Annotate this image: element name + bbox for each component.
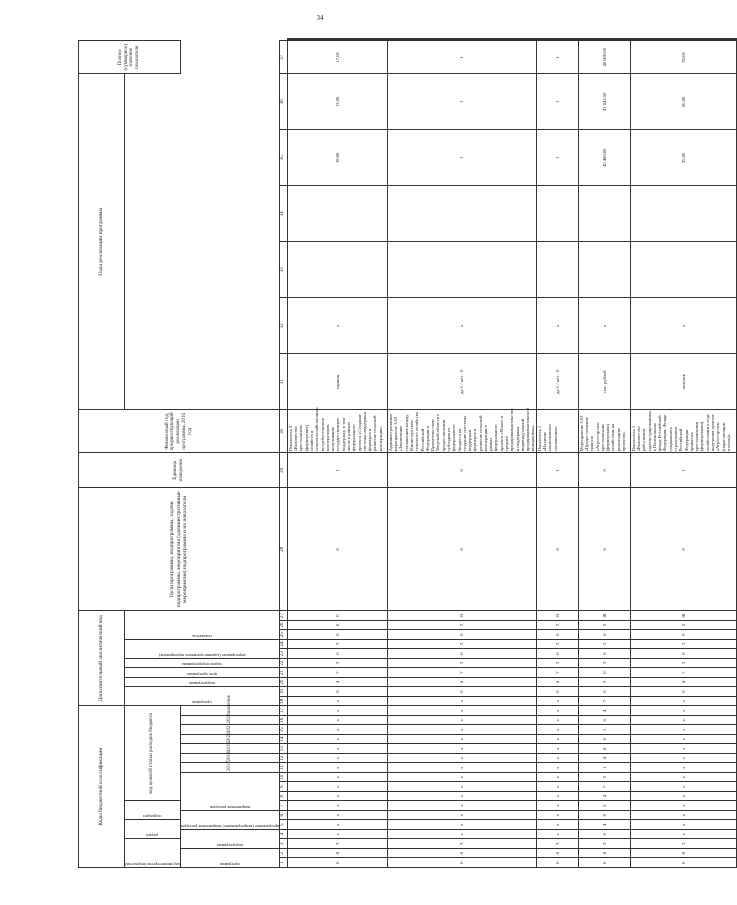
add-code-header (125, 639, 280, 658)
total-value (387, 39, 536, 40)
code-digit: 0 (578, 735, 630, 745)
goal-description: Административное мероприятие 3.02 «Заключение соглашения между Министерством сельского хозяйства Российской Федерации и Правительством Тверской области о предоставлении субсидии из федерального бюджета на создание системы поддержки фермеров и развитие сельской кооперации в рамках федерального проекта «Малое и среднее предпринимательство и поддержка индивидуальной предпринимательской инициативы» (387, 408, 536, 452)
code-digit: х (287, 735, 387, 745)
column-number: 5 (279, 820, 287, 830)
code-digit: 8 (536, 849, 578, 859)
code-digit: 0 (287, 630, 387, 640)
column-number: 36 (279, 74, 287, 130)
code-digit: х (630, 754, 736, 764)
year-value: 1 (536, 41, 578, 74)
code-digit: 0 (578, 668, 630, 678)
column-number: 8 (279, 792, 287, 802)
sub-code-header (180, 773, 279, 811)
code-digit: х (630, 744, 736, 754)
code-digit: х (536, 696, 578, 706)
year-2020-header: 2020 (180, 735, 279, 745)
add-code-label: задача подпрограммы (181, 662, 222, 668)
code-digit: 1 (630, 453, 736, 488)
table-row (387, 39, 536, 868)
column-number: 28 (279, 488, 287, 611)
code-digit: х (630, 820, 736, 830)
code-digit: х (387, 744, 536, 754)
sub-code-label: программа (219, 862, 240, 867)
code-digit: х (536, 830, 578, 840)
column-number: 24 (279, 639, 287, 649)
code-digit: х (287, 696, 387, 706)
code-digit: 0 (578, 453, 630, 488)
add-code-label: цель программы (186, 671, 217, 677)
year-2019-header: 2019 (180, 744, 279, 754)
code-digit: 3 (578, 639, 630, 649)
code-digit: 0 (578, 649, 630, 659)
add-code-label: показатель (192, 633, 212, 639)
code-digit: 0 (287, 611, 387, 621)
year-value (630, 186, 736, 242)
year-value: 19,00 (287, 130, 387, 186)
code-digit: 3 (578, 658, 630, 668)
code-digit: 0 (387, 649, 536, 659)
column-number: 27 (279, 611, 287, 621)
code-digit: х (387, 735, 536, 745)
code-digit: х (287, 754, 387, 764)
column-number: 23 (279, 649, 287, 659)
code-digit: 4 (287, 677, 387, 687)
code-digit: х (387, 725, 536, 735)
budget-codes-header: Коды бюджетной классификации (79, 706, 125, 868)
unit-value: да-1 / нет - 0 (387, 354, 536, 410)
code-digit: х (536, 716, 578, 726)
code-digit: х (387, 792, 536, 802)
code-digit: х (387, 763, 536, 773)
table-row (578, 39, 630, 868)
code-digit: 3 (287, 658, 387, 668)
sub-code-label: подраздел (143, 814, 162, 820)
code-digit: 1 (287, 453, 387, 488)
add-code-header (125, 687, 280, 706)
code-digit: 4 (578, 792, 630, 802)
goal-description: Показатель 1 «Наличие заключенного соглашения» (536, 410, 578, 453)
code-digit: 0 (630, 858, 736, 868)
fin-year-value: х (578, 298, 630, 354)
column-number: 11 (279, 763, 287, 773)
code-digit: 0 (578, 687, 630, 697)
code-digit: х (536, 782, 578, 792)
code-digit: 0 (387, 687, 536, 697)
code-digit: х (287, 792, 387, 802)
sub-code-header (125, 801, 181, 820)
total-value (630, 39, 736, 40)
column-number: 2 (279, 849, 287, 859)
year-value (578, 186, 630, 242)
column-number: 22 (279, 658, 287, 668)
code-digit: х (536, 744, 578, 754)
code-digit: 4 (387, 677, 536, 687)
code-digit: х (630, 792, 736, 802)
code-digit: 7 (578, 696, 630, 706)
code-digit: 3 (630, 639, 736, 649)
code-digit: х (630, 763, 736, 773)
sub-code-header (180, 849, 279, 868)
code-digit: 0 (287, 687, 387, 697)
code-digit: х (287, 716, 387, 726)
sub-code-label: раздел (146, 833, 159, 839)
code-digit: 3 (287, 639, 387, 649)
column-number: 19 (279, 687, 287, 697)
table-row (536, 39, 578, 868)
page-number: 34 (316, 14, 324, 22)
code-digit: х (630, 706, 736, 716)
code-digit: х (630, 811, 736, 821)
year-value: 1 (536, 74, 578, 130)
column-number: 14 (279, 735, 287, 745)
code-digit: х (387, 706, 536, 716)
code-digit: х (287, 773, 387, 783)
add-code-label: мероприятие (административное мероприятие) (158, 652, 246, 658)
sub-code-label: подпрограмма (216, 843, 243, 848)
code-digit: Я (536, 611, 578, 621)
year-value (387, 242, 536, 298)
code-digit: 8 (387, 849, 536, 859)
goal-description: Показатель 1 «Количество работников, зарегистрированных в Пенсионном фонде Российской Федерации, Фонде социального страхования Российской Федерации принятых крестьянскими (фермерскими) хозяйствами в году получения грантов «Агростартап» (нарастающим итогом)» (630, 410, 736, 453)
code-digit: Я (387, 611, 536, 621)
code-digit: 0 (387, 630, 536, 640)
code-digit: 0 (536, 488, 578, 611)
code-digit: 0 (387, 858, 536, 868)
code-digit: 3 (387, 839, 536, 849)
year-2018-header: 2018 (180, 754, 279, 764)
year-value (287, 40, 387, 41)
sub-code-label: программное (непрограммное) направление расходов (180, 824, 279, 829)
sub-code-header (180, 811, 279, 830)
code-digit: х (536, 763, 578, 773)
column-number: 10 (279, 773, 287, 783)
code-digit: 1 (578, 763, 630, 773)
column-number: 33 (279, 242, 287, 298)
code-digit: 7 (536, 668, 578, 678)
column-number: 37 (279, 41, 287, 74)
additional-code-header: Дополнительный аналитический код (79, 611, 125, 706)
code-digit: х (387, 773, 536, 783)
code-digit: 1 (578, 725, 630, 735)
code-digit: 0 (578, 630, 630, 640)
add-code-header (125, 658, 280, 668)
code-digit: х (536, 735, 578, 745)
column-number: 7 (279, 801, 287, 811)
year-value: 1 (387, 74, 536, 130)
code-digit: х (630, 782, 736, 792)
code-digit: х (387, 782, 536, 792)
year-value: 45 460,00 (578, 130, 630, 186)
code-digit: х (287, 706, 387, 716)
unit-value: единиц (287, 354, 387, 410)
code-digit: 0 (630, 630, 736, 640)
code-digit: 0 (287, 620, 387, 630)
code-digit: х (387, 754, 536, 764)
year-value (630, 242, 736, 298)
code-digit: 4 (578, 706, 630, 716)
code-digit: 3 (578, 839, 630, 849)
column-number: 21 (279, 668, 287, 678)
year-value: 1 (536, 130, 578, 186)
code-digit: х (387, 820, 536, 830)
column-number: 9 (279, 782, 287, 792)
year-value: 60,00 (630, 74, 736, 130)
year-2021-header: 2021 (180, 725, 279, 735)
column-number: 29 (279, 453, 287, 488)
code-digit: х (287, 801, 387, 811)
code-digit: х (287, 782, 387, 792)
code-digit: 0 (578, 811, 630, 821)
value-header: значение (180, 706, 279, 716)
year-value: 17,00 (287, 41, 387, 74)
code-digit: х (536, 801, 578, 811)
code-digit: х (536, 754, 578, 764)
fin-year-value: х (630, 298, 736, 354)
code-digit: 3 (630, 658, 736, 668)
fin-year-value: х (387, 298, 536, 354)
year-value: 35,00 (630, 130, 736, 186)
unit-value: человек (630, 354, 736, 410)
year-value (536, 242, 578, 298)
total-value (536, 39, 578, 40)
code-digit: 0 (578, 716, 630, 726)
code-digit: 0 (536, 630, 578, 640)
code-digit: 3 (578, 773, 630, 783)
years-header: Годы реализации программы (79, 74, 125, 410)
code-digit: Ж (578, 611, 630, 621)
table-row (287, 39, 387, 868)
code-digit: х (287, 763, 387, 773)
code-digit: 0 (287, 649, 387, 659)
code-digit: 0 (536, 649, 578, 659)
column-number: 35 (279, 130, 287, 186)
code-digit: 2 (387, 620, 536, 630)
column-number: 30 (279, 410, 287, 453)
code-digit: 8 (287, 849, 387, 859)
year-value: 1 (387, 41, 536, 74)
column-number: 15 (279, 725, 287, 735)
code-digit: 3 (387, 658, 536, 668)
code-digit: х (387, 716, 536, 726)
fin-year-value: х (287, 298, 387, 354)
unit-header: Единица измерения (79, 453, 280, 488)
code-digit: х (630, 801, 736, 811)
code-digit: х (536, 792, 578, 802)
code-digit: х (287, 830, 387, 840)
code-digit: 3 (287, 839, 387, 849)
code-digit: 5 (578, 801, 630, 811)
code-digit: х (630, 735, 736, 745)
goal-description: Показатель 3 «Количество крестьянских (фермерских) хозяйств и сельскохозяйственных потребительских кооперативов, получивших государственную поддержку, в том числе в рамках федерального проекта «Создание системы поддержки фермеров и развитие сельской кооперации» (287, 410, 387, 453)
unit-value: да-1 / нет - 0 (536, 354, 578, 410)
code-digit: 3 (630, 620, 736, 630)
column-number: 4 (279, 830, 287, 840)
code-digit: 0 (387, 453, 536, 488)
code-digit: 0 (536, 858, 578, 868)
code-digit: х (536, 725, 578, 735)
code-digit: Ж (630, 611, 736, 621)
code-digit: х (630, 773, 736, 783)
code-digit: х (387, 696, 536, 706)
add-code-label: программа (192, 700, 212, 706)
code-digit: 8 (578, 744, 630, 754)
sub-code-header (125, 820, 181, 839)
code-digit: 7 (387, 668, 536, 678)
code-digit: 0 (578, 830, 630, 840)
program-table (78, 38, 737, 868)
code-digit: 3 (536, 658, 578, 668)
column-number: 13 (279, 744, 287, 754)
code-digit: х (630, 725, 736, 735)
code-digit: х (387, 830, 536, 840)
year-value: 1 (387, 130, 536, 186)
year-value (387, 40, 536, 41)
code-digit: 0 (578, 488, 630, 611)
code-digit: 0 (630, 488, 736, 611)
code-digit: 0 (387, 488, 536, 611)
column-number: 32 (279, 298, 287, 354)
year-value (630, 40, 736, 41)
code-digit: 3 (387, 639, 536, 649)
year-value (536, 40, 578, 41)
code-digit: х (536, 820, 578, 830)
fin-year-value: х (536, 298, 578, 354)
year-value (387, 186, 536, 242)
column-number: 31 (279, 354, 287, 410)
total-value (578, 39, 630, 40)
code-digit: 2 (536, 620, 578, 630)
expense-code-header: код целевой статьи расходов бюджета (125, 706, 181, 801)
code-digit: х (287, 811, 387, 821)
code-digit: 3 (630, 839, 736, 849)
sub-code-label: код министерства (ведомства) (125, 862, 180, 867)
code-digit: 3 (536, 839, 578, 849)
fin-year-header: Финансовый год, предшествующий реализации программы, 2016 год (79, 410, 280, 453)
code-digit: 8 (578, 849, 630, 859)
code-digit: х (630, 716, 736, 726)
code-digit: х (630, 830, 736, 840)
code-digit: 7 (578, 782, 630, 792)
add-code-label: подпрограмма (188, 681, 216, 687)
column-number: 1 (279, 858, 287, 868)
code-digit: х (536, 706, 578, 716)
year-value: 92,00 (630, 41, 736, 74)
column-number: 16 (279, 716, 287, 726)
code-digit: 7 (630, 668, 736, 678)
sub-code-header (125, 839, 181, 868)
code-digit: 3 (536, 639, 578, 649)
code-digit: х (287, 744, 387, 754)
code-digit: 0 (536, 687, 578, 697)
code-digit: х (387, 801, 536, 811)
code-digit: 3 (578, 677, 630, 687)
add-code-header (125, 611, 280, 640)
sub-code-label: направление расходов (209, 805, 250, 810)
year-value (578, 40, 630, 41)
column-number: 34 (279, 186, 287, 242)
code-digit: 0 (578, 858, 630, 868)
year-value: 13,00 (287, 74, 387, 130)
year-value (536, 186, 578, 242)
year-value: 48 000,00 (578, 41, 630, 74)
year-value (287, 186, 387, 242)
column-number: 26 (279, 620, 287, 630)
table-row (630, 39, 736, 868)
column-number: 3 (279, 839, 287, 849)
column-number: 18 (279, 696, 287, 706)
goal-description: Мероприятие 3.03 «Предоставление грантов «Агростартап» крестьянским (фермерским) хозяйствам на реализацию проектов» (578, 410, 630, 453)
code-digit: х (536, 773, 578, 783)
goals-header: Цели программы, подпрограммы, задачи подпрограммы, мероприятия (административные мероприятия) подпрограммы и их показатели (79, 488, 280, 611)
code-digit: х (536, 811, 578, 821)
code-digit: 4 (578, 754, 630, 764)
code-digit: х (630, 696, 736, 706)
code-digit: х (287, 725, 387, 735)
unit-value: тыс. рублей (578, 354, 630, 410)
code-digit: 4 (578, 820, 630, 830)
year-2017-header: 2017 (180, 763, 279, 773)
code-digit: 3 (578, 620, 630, 630)
sub-code-header (180, 830, 279, 849)
total-value (287, 39, 387, 40)
column-number: 25 (279, 630, 287, 640)
add-code-header (125, 677, 280, 687)
code-digit: 1 (536, 453, 578, 488)
code-digit: 0 (630, 687, 736, 697)
code-digit: х (387, 811, 536, 821)
year-value (287, 242, 387, 298)
column-number: 20 (279, 677, 287, 687)
code-digit: 4 (536, 677, 578, 687)
year-value (578, 242, 630, 298)
column-number: 6 (279, 811, 287, 821)
column-number: 12 (279, 754, 287, 764)
code-digit: 7 (287, 668, 387, 678)
code-digit: 0 (287, 488, 387, 611)
code-digit: 4 (630, 677, 736, 687)
code-digit: 8 (630, 849, 736, 859)
program-table-sheet (78, 38, 731, 868)
year-value: 41 842,50 (578, 74, 630, 130)
code-digit: 0 (630, 649, 736, 659)
add-code-header (125, 668, 280, 678)
final-value-header: Полное (суммарное) значение показателя (79, 41, 181, 74)
code-digit: х (287, 820, 387, 830)
column-number: 17 (279, 706, 287, 716)
year-2022-header: 2022 (180, 716, 279, 726)
code-digit: 0 (287, 858, 387, 868)
